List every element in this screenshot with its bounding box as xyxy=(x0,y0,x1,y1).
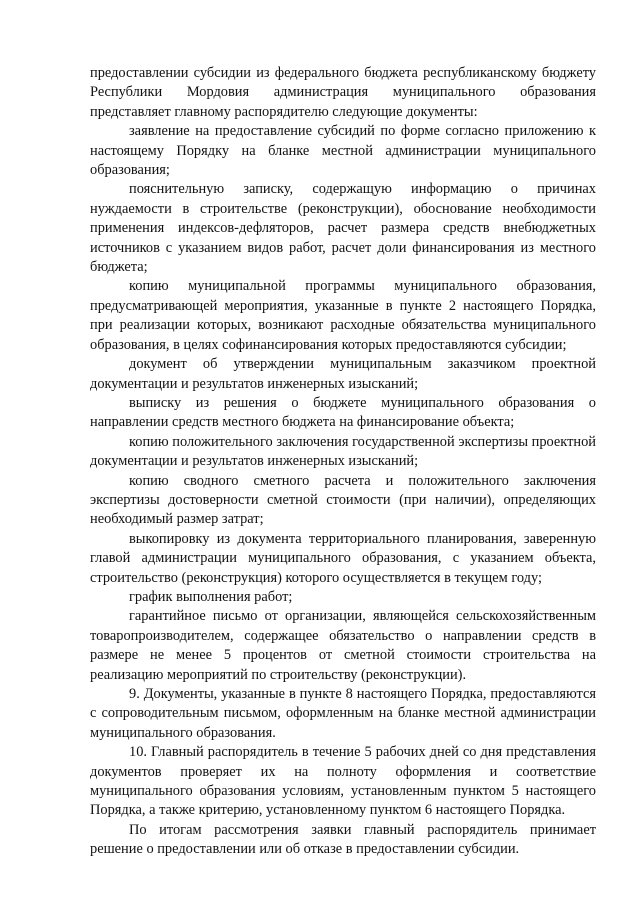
paragraph-state-expertise: копию положительного заключения государственной экспертизы проектной документации и результатов инженерных изысканий; xyxy=(90,433,596,470)
paragraph-item-9: 9. Документы, указанные в пункте 8 настоящего Порядка, предоставляются с сопроводительным письмом, оформленным на бланке местной администрации муниципального образования. xyxy=(90,686,596,741)
paragraph-estimate-copy: копию сводного сметного расчета и положительного заключения экспертизы достоверности сметной стоимости (при наличии), определяющих необходимый размер затрат; xyxy=(90,472,596,528)
paragraph-budget-extract: выписку из решения о бюджете муниципального образования о направлении средств местного бюджета на финансирование объекта; xyxy=(90,394,596,431)
paragraph-guarantee-letter: гарантийное письмо от организации, являющейся сельскохозяйственным товаропроизводителем, содержащее обязательство о направлении средств в размере не менее 5 процентов от сметной стоимости строительства на реализацию мероприятий по строительству (реконструкции). xyxy=(90,608,596,683)
paragraph-explanatory-note: пояснительную записку, содержащую информацию о причинах нуждаемости в строительстве (реконструкции), обоснование необходимости применения индексов-дефляторов, расчет размера средств внебюджетных источников с указанием видов работ, расчет доли финансирования из местного бюджета; xyxy=(90,181,596,276)
paragraph-decision: По итогам рассмотрения заявки главный распорядитель принимает решение о предоставлении или об отказе в предоставлении субсидии. xyxy=(90,821,596,858)
paragraph-application: заявление на предоставление субсидий по форме согласно приложению к настоящему Порядку на бланке местной администрации муниципального образования; xyxy=(90,123,596,179)
paragraph-approval-document: документ об утверждении муниципальным заказчиком проектной документации и результатов инженерных изысканий; xyxy=(90,356,596,392)
paragraph-item-10: 10. Главный распорядитель в течение 5 рабочих дней со дня представления документов проверяет их на полноту оформления и соответствие муниципального образования условиям, установленным пунктом 5 настоящего Порядка, а также критерию, установленному пунктом 6 настоящего Порядка. xyxy=(90,744,596,819)
paragraph-work-schedule: график выполнения работ; xyxy=(129,588,293,605)
paragraph-intro: предоставлении субсидии из федерального бюджета республиканскому бюджету Республики Мордовия администрация муниципального образования представляет главному распорядителю следующие документы: xyxy=(90,65,596,120)
document-page xyxy=(90,64,596,860)
paragraph-municipal-program: копию муниципальной программы муниципального образования, предусматривающей мероприятия, указанные в пункте 2 настоящего Порядка, при реализации которых, возникают расходные обязательства муниципального образования, в целях софинансирования которых предоставляются субсидии; xyxy=(90,278,596,353)
paragraph-planning-extract: выкопировку из документа территориального планирования, заверенную главой администрации муниципального образования, с указанием объекта, строительство (реконструкция) которого осуществляется в текущем году; xyxy=(90,530,596,586)
